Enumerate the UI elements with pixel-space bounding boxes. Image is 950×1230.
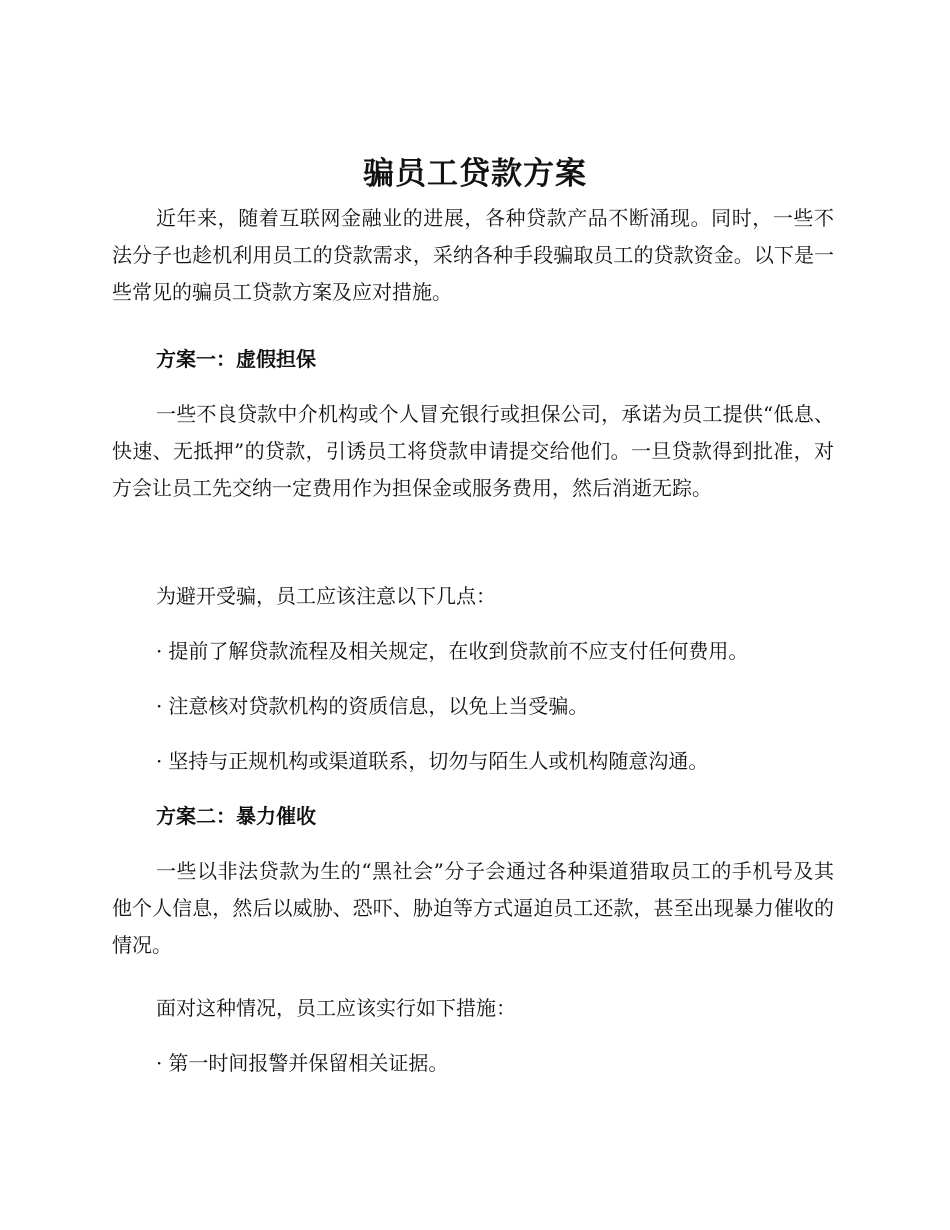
list-item-text: 提前了解贷款流程及相关规定，在收到贷款前不应支付任何费用。 [168, 639, 749, 663]
bullet-icon: · [156, 639, 163, 663]
bullet-icon: · [156, 1051, 163, 1075]
list-item-text: 坚持与正规机构或渠道联系，切勿与陌生人或机构随意沟通。 [168, 749, 709, 773]
bullet-icon: · [156, 694, 163, 718]
section-body-1: 一些不良贷款中介机构或个人冒充银行或担保公司，承诺为员工提供“低息、快速、无抵押”的贷款，引诱员工将贷款申请提交给他们。一旦贷款得到批准，对方会让员工先交纳一定费用作为担保金或服务费用，然后消逝无踪。 [112, 402, 834, 500]
advice-lead-1: 为避开受骗，员工应该注意以下几点： [156, 584, 496, 608]
list-item [156, 688, 588, 725]
list-item-text: 第一时间报警并保留相关证据。 [168, 1051, 449, 1075]
section-heading-2: 方案二：暴力催收 [156, 804, 316, 828]
bullet-icon: · [156, 749, 163, 773]
list-item [156, 633, 748, 670]
section-heading-1: 方案一：虚假担保 [156, 347, 316, 371]
advice-lead-2: 面对这种情况，员工应该实行如下措施： [156, 996, 516, 1020]
list-item-text: 注意核对贷款机构的资质信息，以免上当受骗。 [168, 694, 589, 718]
document-title: 骗员工贷款方案 [363, 156, 587, 192]
list-item [156, 743, 708, 780]
list-item [156, 1045, 448, 1082]
intro-paragraph: 近年来，随着互联网金融业的进展，各种贷款产品不断涌现。同时，一些不法分子也趁机利用员工的贷款需求，采纳各种手段骗取员工的贷款资金。以下是一些常见的骗员工贷款方案及应对措施。 [112, 206, 834, 304]
section-body-2: 一些以非法贷款为生的“黑社会”分子会通过各种渠道猎取员工的手机号及其他个人信息，然后以威胁、恐吓、胁迫等方式逼迫员工还款，甚至出现暴力催收的情况。 [112, 859, 834, 957]
